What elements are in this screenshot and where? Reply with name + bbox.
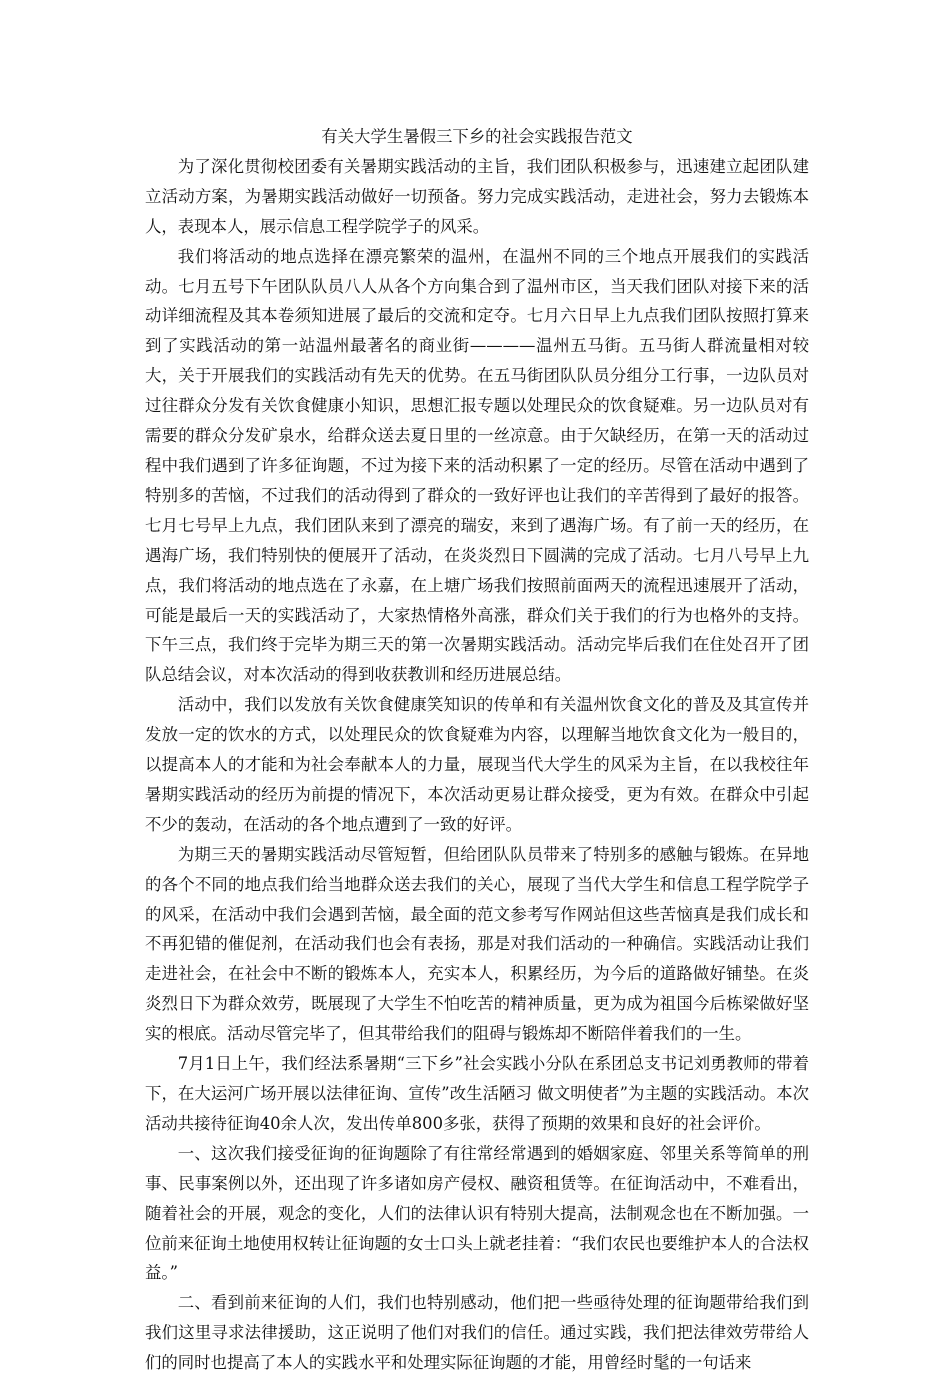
paragraph-2: 我们将活动的地点选择在漂亮繁荣的温州，在温州不同的三个地点开展我们的实践活动。七月五号下午团队队员八人从各个方向集合到了温州市区，当天我们团队对接下来的活动详细流程及其本卷须知进展了最后的交流和定夺。七月六日早上九点我们团队按照打算来到了实践活动的第一站温州最著名的商业街————温州五马街。五马街人群流量相对较大，关于开展我们的实践活动有先天的优势。在五马街团队队员分组分工行事，一边队员对过往群众分发有关饮食健康小知识，思想汇报专题以处理民众的饮食疑难。另一边队员对有需要的群众分发矿泉水，给群众送去夏日里的一丝凉意。由于欠缺经历，在第一天的活动过程中我们遇到了许多征询题，不过为接下来的活动积累了一定的经历。尽管在活动中遇到了特别多的苦恼，不过我们的活动得到了群众的一致好评也让我们的辛苦得到了最好的报答。七月七号早上九点，我们团队来到了漂亮的瑞安，来到了遇海广场。有了前一天的经历，在遇海广场，我们特别快的便展开了活动，在炎炎烈日下圆满的完成了活动。七月八号早上九点，我们将活动的地点选在了永嘉，在上塘广场我们按照前面两天的流程迅速展开了活动，可能是最后一天的实践活动了，大家热情格外高涨，群众们关于我们的行为也格外的支持。下午三点，我们终于完毕为期三天的第一次暑期实践活动。活动完毕后我们在住处召开了团队总结会议，对本次活动的得到收获教训和经历进展总结。	[145, 246, 809, 685]
paragraph-6: 一、这次我们接受征询的征询题除了有往常经常遇到的婚姻家庭、邻里关系等简单的刑事、民事案例以外，还出现了许多诸如房产侵权、融资租赁等。在征询活动中，不难看出，随着社会的开展，观念的变化，人们的法律认识有特别大提高，法制观念也在不断加强。一位前来征询土地使用权转让征询题的女士口头上就老挂着：“我们农民也要维护本人的合法权益。”	[145, 1143, 810, 1283]
paragraph-7: 二、看到前来征询的人们，我们也特别感动，他们把一些亟待处理的征询题带给我们到我们这里寻求法律援助，这正说明了他们对我们的信任。通过实践，我们把法律效劳带给人们的同时也提高了本人的实践水平和处理实际征询题的才能，用曾经时髦的一句话来	[145, 1293, 809, 1373]
paragraph-4: 为期三天的暑期实践活动尽管短暂，但给团队队员带来了特别多的感触与锻炼。在异地的各个不同的地点我们给当地群众送去我们的关心，展现了当代大学生和信息工程学院学子的风采，在活动中我们会遇到苦恼，最全面的范文参考写作网站但这些苦恼真是我们成长和不再犯错的催促剂，在活动我们也会有表扬，那是对我们活动的一种确信。实践活动让我们走进社会，在社会中不断的锻炼本人，充实本人，积累经历，为今后的道路做好铺垫。在炎炎烈日下为群众效劳，既展现了大学生不怕吃苦的精神质量，更为成为祖国今后栋梁做好坚实的根底。活动尽管完毕了，但其带给我们的阻碍与锻炼却不断陪伴着我们的一生。	[145, 844, 809, 1044]
document-title: 有关大学生暑假三下乡的社会实践报告范文	[321, 127, 633, 146]
paragraph-5: 7月1日上午，我们经法系暑期“三下乡”社会实践小分队在系团总支书记刘勇教师的带着下，在大运河广场开展以法律征询、宣传”改生活陋习 做文明使者”为主题的实践活动。本次活动共接待征询40余人次，发出传单800多张，获得了预期的效果和良好的社会评价。	[145, 1054, 809, 1133]
paragraph-3: 活动中，我们以发放有关饮食健康笑知识的传单和有关温州饮食文化的普及及其宣传并发放一定的饮水的方式，以处理民众的饮食疑难为内容，以理解当地饮食文化为一般目的，以提高本人的才能和为社会奉献本人的力量，展现当代大学生的风采为主旨，在以我校往年暑期实践活动的经历为前提的情况下，本次活动更易让群众接受，更为有效。在群众中引起不少的轰动，在活动的各个地点遭到了一致的好评。	[145, 695, 809, 834]
document-page	[145, 122, 809, 1378]
paragraph-1: 为了深化贯彻校团委有关暑期实践活动的主旨，我们团队积极参与，迅速建立起团队建立活动方案，为暑期实践活动做好一切预备。努力完成实践活动，走进社会，努力去锻炼本人，表现本人，展示信息工程学院学子的风采。	[145, 156, 809, 236]
